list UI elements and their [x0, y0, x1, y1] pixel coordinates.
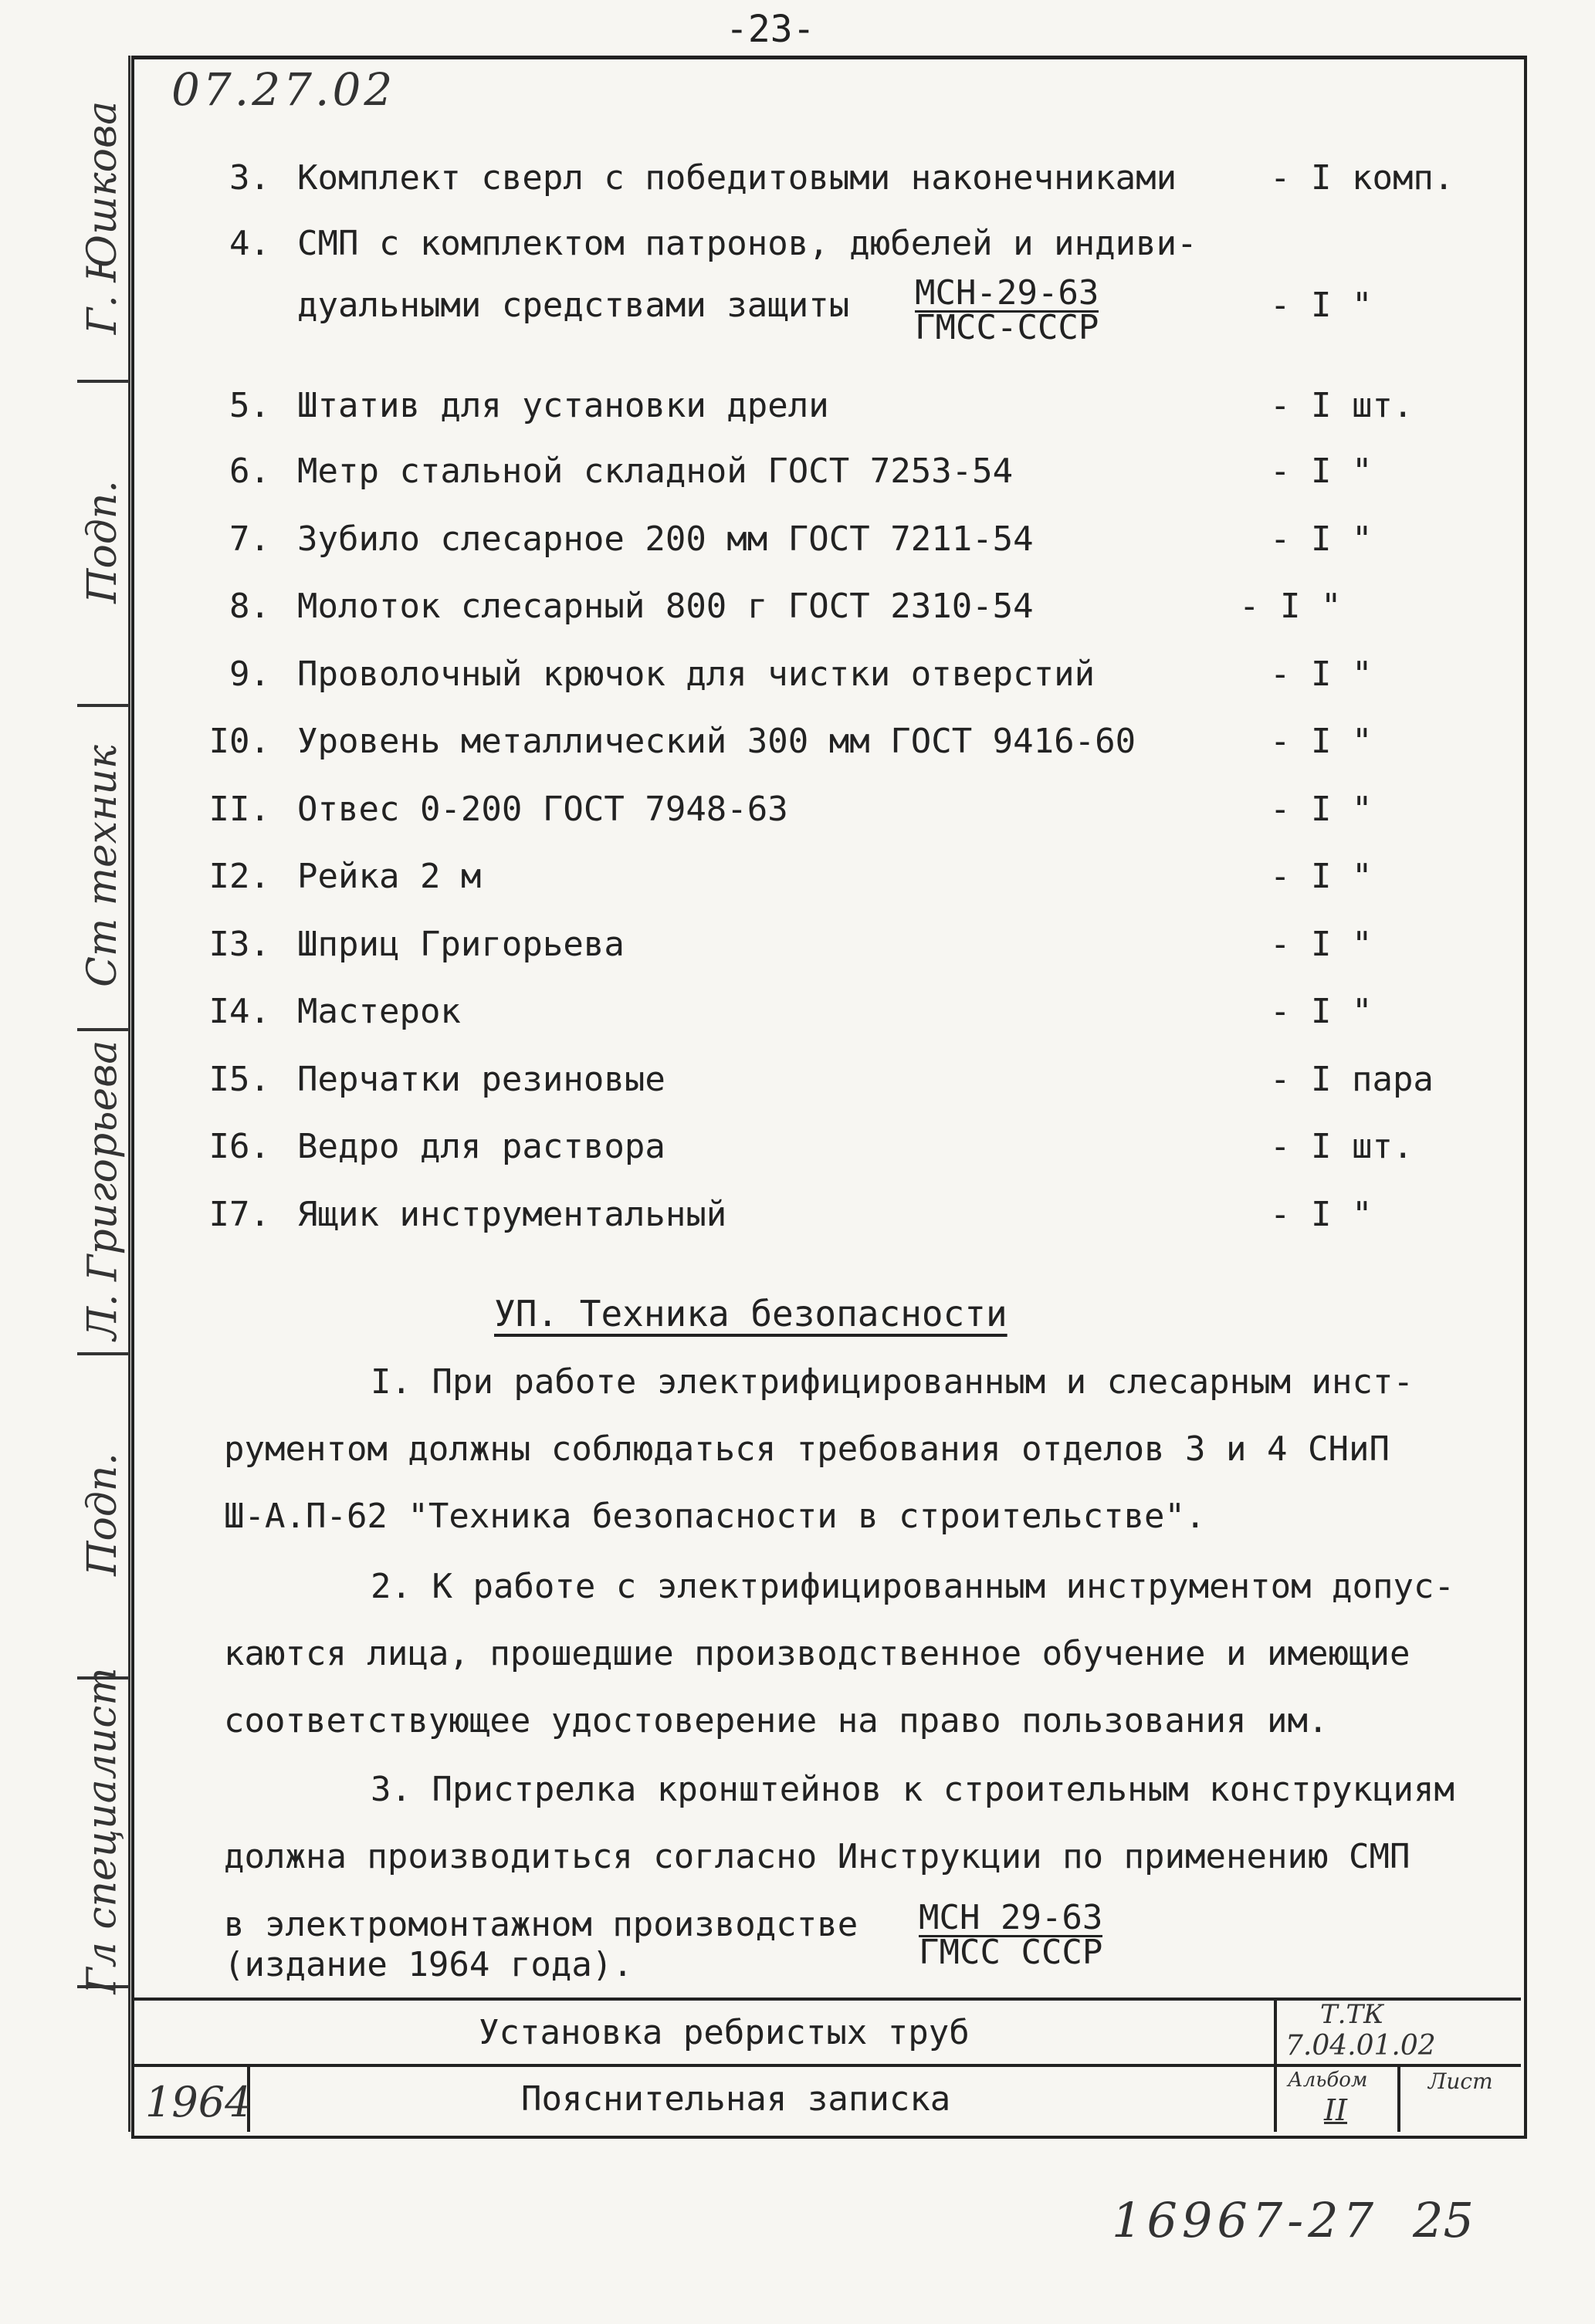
item-text: Ящик инструментальный [297, 1195, 727, 1234]
item-number: 7. [229, 519, 270, 559]
item-number: I2. [208, 857, 270, 896]
item-number: 5. [229, 386, 270, 425]
item-quantity: - I " [1270, 452, 1373, 491]
item-number: 4. [229, 224, 270, 263]
item-text: Комплект сверл с победитовыми наконечниками [297, 158, 1177, 198]
section-title: УП. Техника безопасности [494, 1293, 1007, 1335]
side-stamp-position-1: Ст техник [77, 704, 128, 1031]
item-number: I6. [208, 1127, 270, 1166]
title-block-album-value: II [1324, 2093, 1348, 2127]
item-quantity: - I " [1270, 519, 1373, 559]
paragraph-3-line-1: 3. Пристрелка кронштейнов к строительным конструкциям [371, 1770, 1454, 1809]
item-quantity: - I " [1270, 790, 1373, 829]
item-text: Перчатки резиновые [297, 1060, 665, 1099]
side-stamp-column [77, 56, 130, 2132]
title-block-sheet-label: Лист [1428, 2069, 1493, 2094]
item-quantity: - I " [1270, 992, 1373, 1031]
title-block-code-line2: 7.04.01.02 [1285, 2030, 1436, 2062]
item-number: I7. [208, 1195, 270, 1234]
item-number: I3. [208, 925, 270, 964]
paragraph-3-line-2: должна производиться согласно Инструкции по применению СМП [224, 1837, 1410, 1876]
paragraph-2-line-3: соответствующее удостоверение на право пользования им. [224, 1701, 1329, 1740]
item-text: Отвес 0-200 ГОСТ 7948-63 [297, 790, 788, 829]
title-block-subtitle: Пояснительная записка [521, 2079, 951, 2119]
item-quantity: - I шт. [1270, 1127, 1414, 1166]
reference-top: МСН 29-63 [919, 1898, 1103, 1937]
reference-bottom: ГМСС СССР [919, 1933, 1103, 1972]
reference-top: МСН-29-63 [915, 273, 1099, 313]
paragraph-3-line-3: в электромонтажном производстве [224, 1905, 858, 1944]
item-text: СМП с комплектом патронов, дюбелей и индиви- [297, 224, 1197, 263]
title-block-title: Установка ребристых труб [479, 2013, 970, 2052]
doc-code: 07.27.02 [171, 63, 396, 116]
item-text: Проволочный крючок для чистки отверстий [297, 655, 1096, 694]
archive-number: 16967-27 [1112, 2192, 1379, 2248]
item-quantity: - I " [1239, 587, 1342, 626]
side-stamp-signature-1: Подп. [77, 380, 128, 707]
title-block-year: 1964 [145, 2078, 252, 2126]
reference-bottom: ГМСС-СССР [915, 308, 1099, 347]
archive-sheet-number: 25 [1413, 2192, 1474, 2248]
item-quantity: - I пара [1270, 1060, 1434, 1099]
item-text: Рейка 2 м [297, 857, 482, 896]
item-number: II. [208, 790, 270, 829]
item-quantity: - I " [1270, 655, 1373, 694]
item-text: Штатив для установки дрели [297, 386, 829, 425]
item-quantity: - I " [1270, 857, 1373, 896]
item-number: 6. [229, 452, 270, 491]
item-number: 3. [229, 158, 270, 198]
paragraph-1-line-2: рументом должны соблюдаться требования отделов 3 и 4 СНиП [224, 1429, 1390, 1469]
title-block-code-line1: Т.ТК [1320, 1999, 1384, 2030]
item-quantity: - I " [1270, 722, 1373, 761]
item-text: Метр стальной складной ГОСТ 7253-54 [297, 452, 1014, 491]
paragraph-3-reference [919, 1898, 1103, 1972]
item-number: I0. [208, 722, 270, 761]
item-text: Зубило слесарное 200 мм ГОСТ 7211-54 [297, 519, 1034, 559]
side-stamp-name-1: Г. Юшкова [77, 56, 128, 383]
title-block [131, 1998, 1521, 2132]
item-text-continuation: дуальными средствами защиты [297, 286, 850, 325]
side-stamp-name-2: Л. Григорьева [77, 1028, 128, 1355]
item-reference [915, 273, 1099, 347]
item-text: Мастерок [297, 992, 461, 1031]
item-text: Шприц Григорьева [297, 925, 625, 964]
item-quantity: - I " [1270, 925, 1373, 964]
paragraph-1-line-1: I. При работе электрифицированным и слесарным инст- [371, 1362, 1414, 1402]
title-block-album-label: Альбом [1288, 2069, 1368, 2092]
item-quantity: - I комп. [1270, 158, 1454, 198]
side-stamp-position-2: Гл специалист [77, 1676, 128, 1988]
item-text: Ведро для раствора [297, 1127, 665, 1166]
item-quantity: - I " [1270, 1195, 1373, 1234]
page-number: -23- [726, 8, 815, 51]
item-quantity: - I " [1270, 286, 1373, 325]
item-text: Молоток слесарный 800 г ГОСТ 2310-54 [297, 587, 1034, 626]
item-text: Уровень металлический 300 мм ГОСТ 9416-60 [297, 722, 1136, 761]
item-number: I4. [208, 992, 270, 1031]
side-stamp-signature-2: Подп. [77, 1352, 128, 1680]
paragraph-1-line-3: Ш-А.П-62 "Техника безопасности в строительстве". [224, 1497, 1206, 1536]
paragraph-2-line-1: 2. К работе с электрифицированным инструментом допус- [371, 1567, 1454, 1606]
paragraph-2-line-2: каются лица, прошедшие производственное обучение и имеющие [224, 1634, 1410, 1673]
item-quantity: - I шт. [1270, 386, 1414, 425]
item-number: 8. [229, 587, 270, 626]
item-number: 9. [229, 655, 270, 694]
item-number: I5. [208, 1060, 270, 1099]
paragraph-3-line-4: (издание 1964 года). [224, 1945, 633, 1984]
